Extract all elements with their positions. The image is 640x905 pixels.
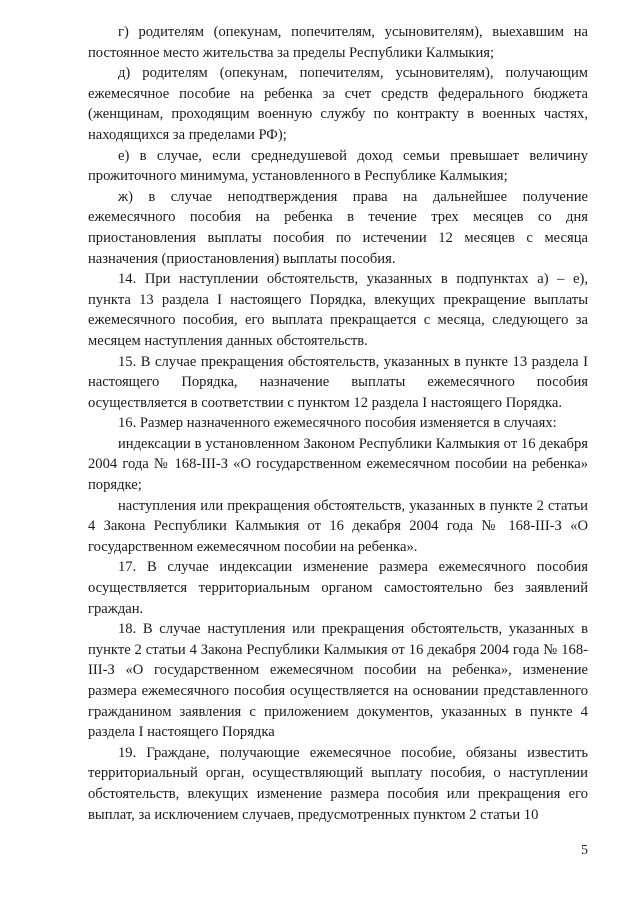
paragraph-13g: г) родителям (опекунам, попечителям, усыновителям), выехавшим на постоянное место жительства за пределы Республики Калмыкия; [88, 24, 588, 61]
paragraph-13zh: ж) в случае неподтверждения права на дальнейшее получение ежемесячного пособия на ребенка в течение трех месяцев со дня приостановления выплаты пособия по истечении 12 месяцев с месяца назначения (приостановления) выплаты пособия. [88, 188, 588, 267]
paragraph-13d: д) родителям (опекунам, попечителям, усыновителям), получающим ежемесячное пособие на ребенка за счет средств федерального бюджета (женщинам, проходящим военную службу по контракту в военных частях, находящихся за пределами РФ); [88, 65, 588, 143]
page-number: 5 [581, 843, 588, 858]
paragraph-14: 14. При наступлении обстоятельств, указанных в подпунктах а) – е), пункта 13 раздела I настоящего Порядка, влекущих прекращение выплаты ежемесячного пособия, его выплата прекращается с месяца, следующего за месяцем наступления данных обстоятельств. [88, 271, 588, 349]
paragraph-19: 19. Граждане, получающие ежемесячное пособие, обязаны известить территориальный орган, осуществляющий выплату пособия, о наступлении обстоятельств, влекущих изменение размера пособия или прекращения его выплат, за исключением случаев, предусмотренных пунктом 2 статьи 10 [88, 744, 588, 823]
paragraph-15: 15. В случае прекращения обстоятельств, указанных в пункте 13 раздела I настоящего Порядка, назначение выплаты ежемесячного пособия осуществляется в соответствии с пунктом 12 раздела I настоящего Порядка. [88, 353, 588, 411]
paragraph-16-indexation: индексации в установленном Законом Республики Калмыкия от 16 декабря 2004 года № 168-III-З «О государственном ежемесячном пособии на ребенка» порядке; [88, 435, 588, 494]
paragraph-16: 16. Размер назначенного ежемесячного пособия изменяется в случаях: [118, 415, 557, 432]
paragraph-17: 17. В случае индексации изменение размера ежемесячного пособия осуществляется территориальным органом самостоятельно без заявлений граждан. [88, 559, 588, 617]
document-page [88, 22, 588, 825]
paragraph-16-circumstances: наступления или прекращения обстоятельств, указанных в пункте 2 статьи 4 Закона Республики Калмыкия от 16 декабря 2004 года № 168-III-З «О государственном ежемесячном пособии на ребенка». [88, 497, 588, 555]
paragraph-18: 18. В случае наступления или прекращения обстоятельств, указанных в пункте 2 статьи 4 Закона Республики Калмыкия от 16 декабря 2004 года № 168-III-З «О государственном ежемесячном пособии на ребенка», изменение размера ежемесячного пособия осуществляется на основании представленного гражданином заявления с приложением документов, указанных в пункте 4 раздела I настоящего Порядка [88, 621, 588, 741]
paragraph-13e: е) в случае, если среднедушевой доход семьи превышает величину прожиточного минимума, установленного в Республике Калмыкия; [88, 147, 588, 185]
